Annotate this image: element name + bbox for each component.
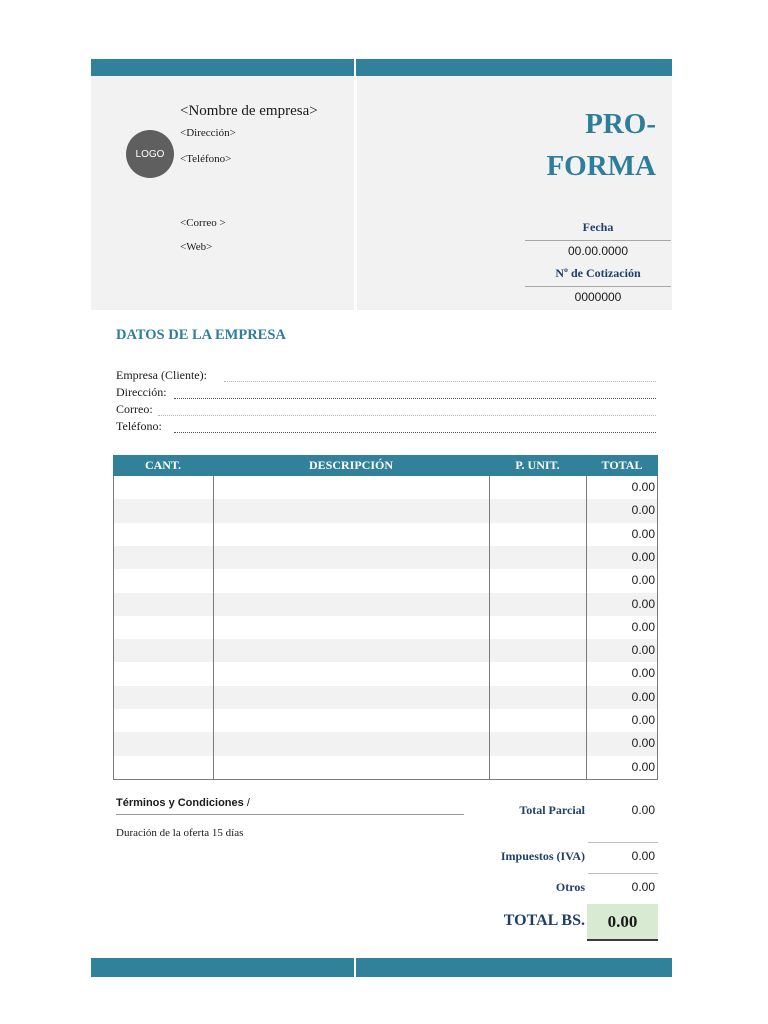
column-header-total: TOTAL xyxy=(601,458,643,472)
document-info-panel xyxy=(357,76,672,310)
client-phone-label: Teléfono: xyxy=(116,419,162,433)
row-total-cell[interactable]: 0.00 xyxy=(631,713,655,727)
row-total-cell[interactable]: 0.00 xyxy=(631,596,655,611)
terms-title: Términos y Condiciones xyxy=(116,797,244,809)
table-row[interactable] xyxy=(114,662,657,685)
items-table-header xyxy=(113,455,658,476)
row-total-cell[interactable]: 0.00 xyxy=(631,643,655,658)
row-total-cell[interactable]: 0.00 xyxy=(631,619,655,634)
column-header-description: DESCRIPCIÓN xyxy=(308,458,393,472)
quote-label-rule xyxy=(525,286,671,287)
table-row[interactable] xyxy=(114,523,657,546)
document-title-line2: FORMA xyxy=(546,150,656,182)
client-email-line[interactable] xyxy=(158,415,656,416)
client-company-line[interactable] xyxy=(224,381,656,382)
client-company-label: Empresa (Cliente): xyxy=(116,368,207,382)
company-logo[interactable]: LOGO xyxy=(126,130,174,178)
offer-duration-text[interactable]: Duración de la oferta 15 días xyxy=(116,827,244,839)
company-address[interactable]: <Dirección> xyxy=(180,127,236,139)
tax-rule xyxy=(588,873,658,874)
table-row[interactable] xyxy=(114,686,657,709)
row-total-cell[interactable]: 0.00 xyxy=(631,736,655,751)
table-row[interactable] xyxy=(114,476,657,499)
other-value[interactable]: 0.00 xyxy=(631,880,655,894)
subtotal-value: 0.00 xyxy=(631,803,655,817)
top-accent-bar xyxy=(91,59,672,76)
company-web[interactable]: <Web> xyxy=(180,241,213,253)
company-email[interactable]: <Correo > xyxy=(180,217,226,229)
row-total-cell[interactable]: 0.00 xyxy=(631,573,655,588)
row-total-cell[interactable]: 0.00 xyxy=(631,503,655,518)
table-row[interactable] xyxy=(114,639,657,662)
company-info-panel xyxy=(91,76,354,310)
client-email-row[interactable] xyxy=(116,402,656,419)
document-title xyxy=(546,103,656,187)
client-phone-line[interactable] xyxy=(174,432,656,433)
items-table xyxy=(113,476,658,780)
client-address-line[interactable] xyxy=(174,398,656,399)
row-total-cell[interactable]: 0.00 xyxy=(631,759,655,774)
grand-total-label: TOTAL BS. xyxy=(503,912,585,929)
table-row[interactable] xyxy=(114,732,657,755)
table-row[interactable] xyxy=(114,616,657,639)
client-address-row[interactable] xyxy=(116,385,656,402)
table-row[interactable] xyxy=(114,569,657,592)
client-address-label: Dirección: xyxy=(116,385,167,399)
quote-number-label: Nº de Cotización xyxy=(555,266,641,280)
terms-heading xyxy=(116,797,250,809)
terms-rule xyxy=(116,814,464,815)
date-label-rule xyxy=(525,240,671,241)
column-divider xyxy=(489,476,490,779)
table-row[interactable] xyxy=(114,709,657,732)
tax-label: Impuestos (IVA) xyxy=(500,849,585,863)
column-divider xyxy=(586,476,587,779)
bar-divider xyxy=(354,958,356,977)
client-section-title: DATOS DE LA EMPRESA xyxy=(116,327,286,343)
company-name[interactable]: <Nombre de empresa> xyxy=(180,103,318,119)
client-email-label: Correo: xyxy=(116,402,153,416)
other-label: Otros xyxy=(555,880,585,894)
company-phone[interactable]: <Teléfono> xyxy=(180,153,232,165)
document-title-line1: PRO- xyxy=(585,108,656,140)
row-total-cell[interactable]: 0.00 xyxy=(631,526,655,541)
date-value[interactable]: 00.00.0000 xyxy=(567,244,629,258)
subtotal-label: Total Parcial xyxy=(519,803,585,817)
client-company-row[interactable] xyxy=(116,368,656,385)
column-divider xyxy=(213,476,214,779)
date-label: Fecha xyxy=(582,220,614,234)
row-total-cell[interactable]: 0.00 xyxy=(631,666,655,681)
row-total-cell[interactable]: 0.00 xyxy=(631,549,655,564)
terms-separator: / xyxy=(246,797,250,809)
bar-divider xyxy=(354,59,356,76)
subtotal-rule xyxy=(588,842,658,843)
grand-total-value: 0.00 xyxy=(587,904,658,941)
table-row[interactable] xyxy=(114,756,657,779)
table-row[interactable] xyxy=(114,593,657,616)
column-header-quantity: CANT. xyxy=(144,458,182,472)
table-row[interactable] xyxy=(114,499,657,522)
table-row[interactable] xyxy=(114,546,657,569)
row-total-cell[interactable]: 0.00 xyxy=(631,689,655,704)
row-total-cell[interactable]: 0.00 xyxy=(631,480,655,494)
client-phone-row[interactable] xyxy=(116,419,656,436)
tax-value[interactable]: 0.00 xyxy=(631,849,655,863)
column-header-unit-price: P. UNIT. xyxy=(515,458,560,472)
bottom-accent-bar xyxy=(91,958,672,977)
quote-number-value[interactable]: 0000000 xyxy=(574,290,622,304)
